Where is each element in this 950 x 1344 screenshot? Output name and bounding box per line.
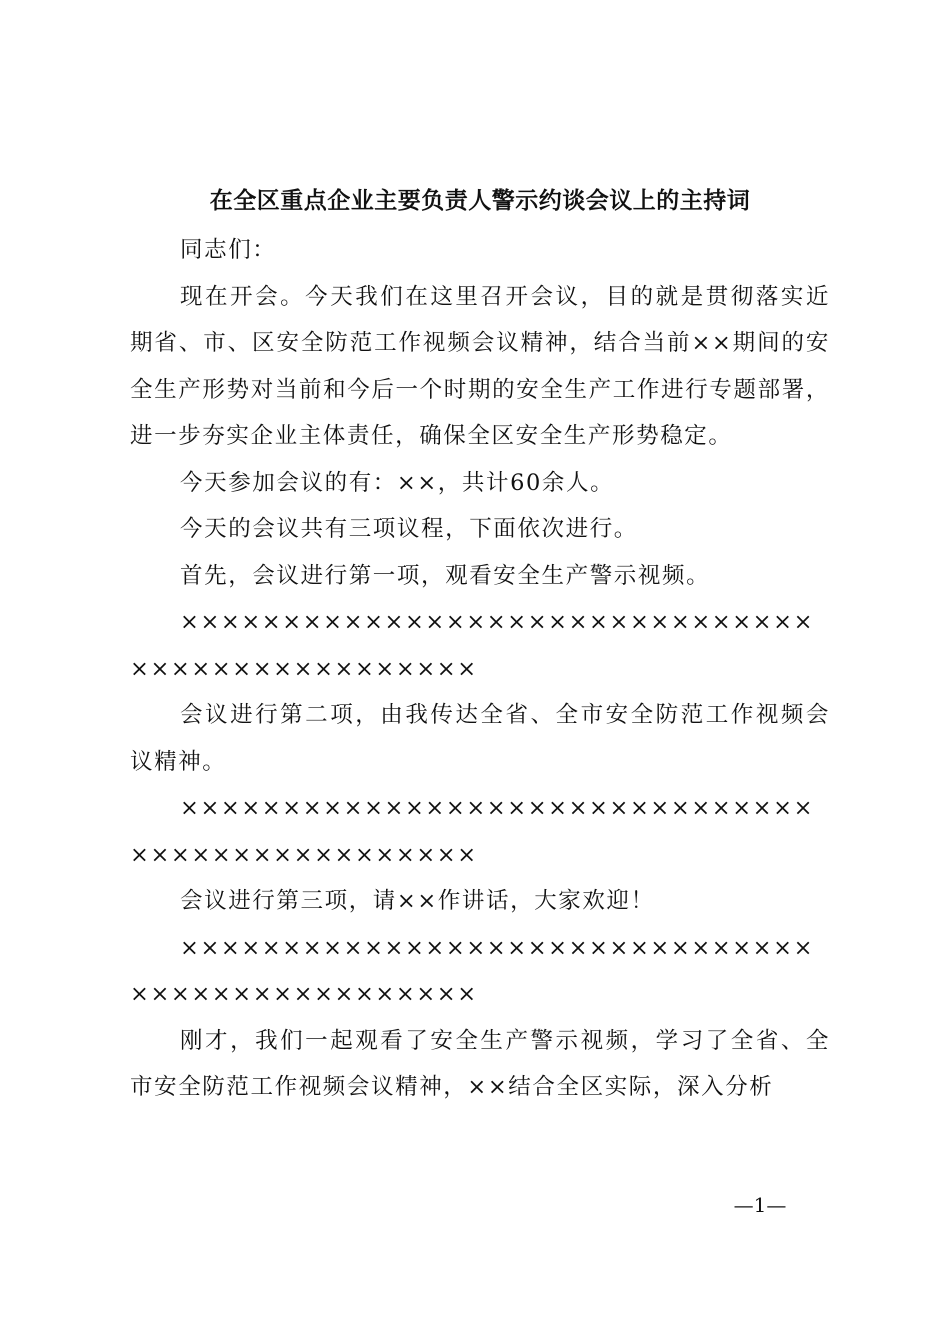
summary-paragraph: 刚才，我们一起观看了安全生产警示视频，学习了全省、全市安全防范工作视频会议精神，××结合全区实际，深入分析 <box>130 1027 830 1100</box>
document-title: 在全区重点企业主要负责人警示约谈会议上的主持词 <box>209 187 751 214</box>
opening-paragraph: 现在开会。今天我们在这里召开会议，目的就是贯彻落实近期省、市、区安全防范工作视频会议精神，结合当前××期间的安全生产形势对当前和今后一个时期的安全生产工作进行专题部署，进一步夯实企业主体责任，确保全区安全生产形势稳定。 <box>130 283 830 449</box>
agenda-item-one-paragraph: 首先，会议进行第一项，观看安全生产警示视频。 <box>180 562 711 589</box>
agenda-paragraph: 今天的会议共有三项议程，下面依次进行。 <box>180 516 638 542</box>
placeholder-paragraph: ×××××××××××××××××××××××××××××××××××××××××××××××× <box>130 609 815 682</box>
agenda-item-three-paragraph: 会议进行第三项，请××作讲话，大家欢迎！ <box>180 888 655 914</box>
salutation-paragraph: 同志们： <box>180 237 277 263</box>
placeholder-paragraph: ×××××××××××××××××××××××××××××××××××××××××××××××× <box>130 934 815 1007</box>
page-number: —1— <box>733 1193 787 1217</box>
placeholder-paragraph: ×××××××××××××××××××××××××××××××××××××××××××××××× <box>130 795 815 868</box>
agenda-item-two-paragraph: 会议进行第二项，由我传达全省、全市安全防范工作视频会议精神。 <box>130 702 830 775</box>
document-body <box>130 227 830 1111</box>
attendance-paragraph: 今天参加会议的有：××，共计60余人。 <box>180 469 615 496</box>
